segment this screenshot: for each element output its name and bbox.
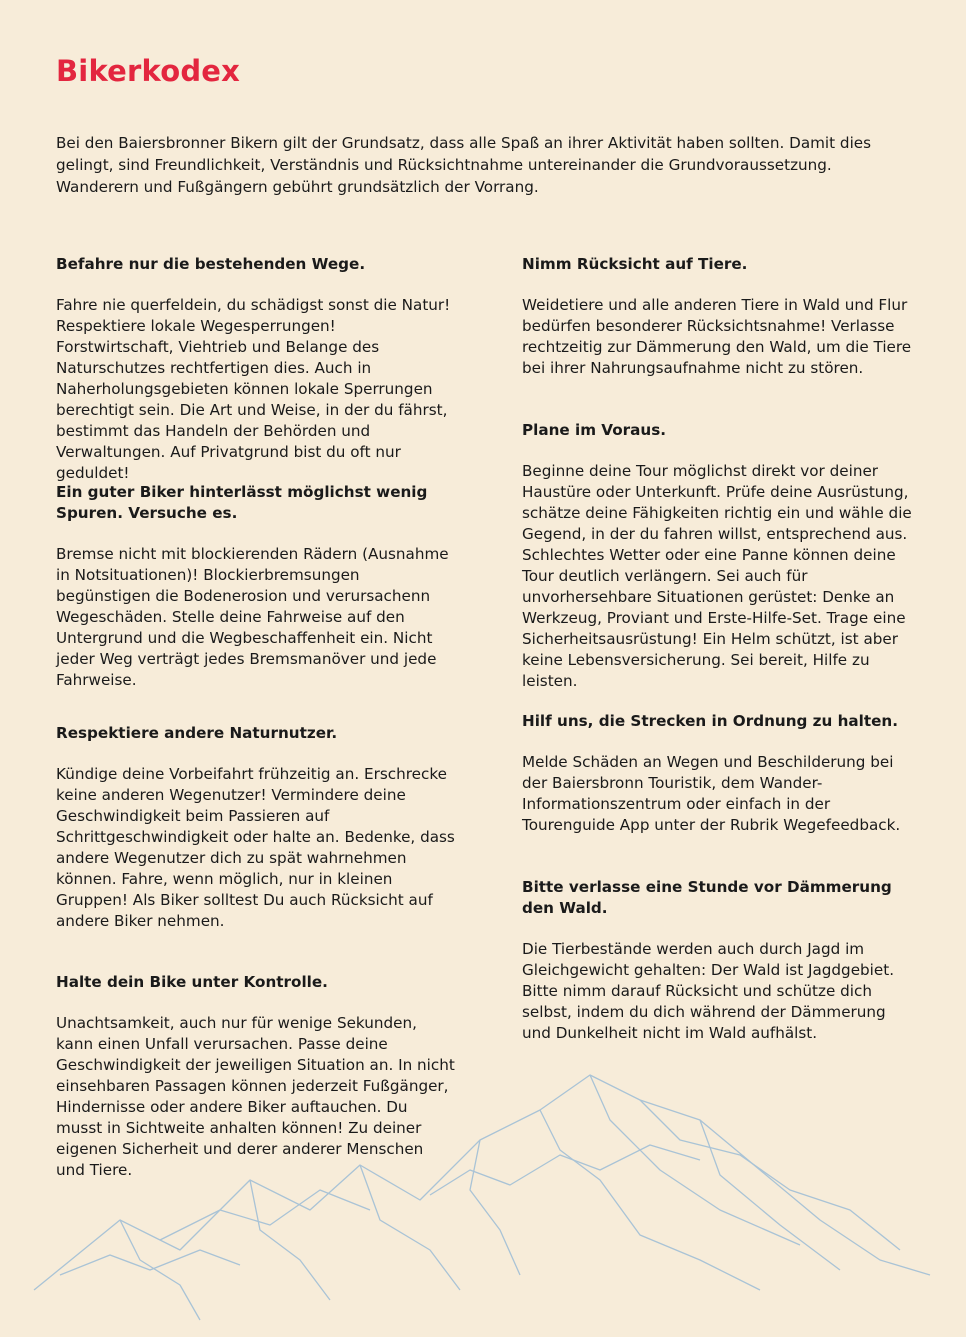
section-body: Beginne deine Tour möglichst direkt vor deiner Haustüre oder Unterkunft. Prüfe deine Ausrüstung, schätze deine Fähigkeiten richtig ein und wähle die Gegend, in der du fahren willst, entsprechend aus. Schlechtes Wetter oder eine Panne können deine Tour deutlich verlängern. Sei auch für unvorhersehbare Situationen gerüstet: Denke an Werkzeug, Proviant und Erste-Hilfe-Set. Trage eine Sicherheitsausrüstung! Ein Helm schützt, ist aber keine Lebensversicherung. Sei bereit, Hilfe zu leisten. [522, 462, 912, 690]
section-body: Fahre nie querfeldein, du schädigst sonst die Natur! Respektiere lokale Wegesperrungen! Forstwirtschaft, Viehtrieb und Belange des Naturschutzes rechtfertigen dies. Auch in Naherholungsgebieten können lokale Sperrungen berechtigt sein. Die Art und Weise, in der du fährst, bestimmt das Handeln der Behörden und Verwaltungen. Auf Privatgrund bist du oft nur geduldet! [56, 296, 451, 482]
section-heading: Plane im Voraus. [522, 421, 667, 439]
intro-paragraph: Bei den Baiersbronner Bikern gilt der Grundsatz, dass alle Spaß an ihrer Aktivität haben sollten. Damit dies gelingt, sind Freundlichkeit, Verständnis und Rücksichtnahme untereinander die Grundvoraussetzung. Wanderern und Fußgängern gebührt grundsätzlich der Vorrang. [56, 134, 872, 196]
section-heading: Hilf uns, die Strecken in Ordnung zu halten. [522, 712, 899, 730]
right-column [522, 254, 917, 1044]
page-title: Bikerkodex [56, 54, 241, 88]
section-body: Weidetiere und alle anderen Tiere in Wald und Flur bedürfen besonderer Rücksichtsnahme! Verlasse rechtzeitig zur Dämmerung den Wald, um die Tiere bei ihrer Nahrungsaufnahme nicht zu stören. [522, 296, 912, 377]
section-body: Die Tierbestände werden auch durch Jagd im Gleichgewicht gehalten: Der Wald ist Jagdgebiet. Bitte nimm darauf Rücksicht und schütze dich selbst, indem du dich während der Dämmerung und Dunkelheit nicht im Wald aufhälst. [522, 940, 895, 1042]
section-planung [522, 420, 917, 711]
section-heading: Ein guter Biker hinterlässt möglichst wenig Spuren. Versuche es. [56, 483, 428, 522]
section-wege [56, 254, 456, 482]
section-naturnutzer [56, 723, 456, 972]
section-heading: Bitte verlasse eine Stunde vor Dämmerung den Wald. [522, 878, 892, 917]
section-body: Bremse nicht mit blockierenden Rädern (Ausnahme in Notsituationen)! Blockierbremsungen begünstigen die Bodenerosion und verursachenn Wegeschäden. Stelle deine Fahrweise auf den Untergrund und die Wegbeschaffenheit ein. Nicht jeder Weg verträgt jedes Bremsmanöver und jede Fahrweise. [56, 545, 449, 689]
section-strecken [522, 711, 917, 877]
section-heading: Halte dein Bike unter Kontrolle. [56, 973, 328, 991]
section-tiere [522, 254, 917, 420]
section-body: Melde Schäden an Wegen und Beschilderung bei der Baiersbronn Touristik, dem Wander-Informationszentrum oder einfach in der Tourenguide App unter der Rubrik Wegefeedback. [522, 753, 901, 834]
section-heading: Respektiere andere Naturnutzer. [56, 724, 338, 742]
section-body: Unachtsamkeit, auch nur für wenige Sekunden, kann einen Unfall verursachen. Passe deine Geschwindigkeit der jeweiligen Situation an. In nicht einsehbaren Passagen können jederzeit Fußgänger, Hindernisse oder andere Biker auftauchen. Du musst in Sichtweite anhalten können! Zu deiner eigenen Sicherheit und derer anderer Menschen und Tiere. [56, 1014, 455, 1179]
section-kontrolle [56, 972, 456, 1181]
section-heading: Nimm Rücksicht auf Tiere. [522, 255, 748, 273]
section-heading: Befahre nur die bestehenden Wege. [56, 255, 366, 273]
section-spuren [56, 482, 456, 723]
left-column [56, 254, 456, 1181]
section-daemmerung [522, 877, 917, 1044]
section-body: Kündige deine Vorbeifahrt frühzeitig an. Erschrecke keine anderen Wegenutzer! Vermindere deine Geschwindigkeit beim Passieren auf Schrittgeschwindigkeit oder halte an. Bedenke, dass andere Wegenutzer dich zu spät wahrnehmen können. Fahre, wenn möglich, nur in kleinen Gruppen! Als Biker solltest Du auch Rücksicht auf andere Biker nehmen. [56, 765, 455, 930]
